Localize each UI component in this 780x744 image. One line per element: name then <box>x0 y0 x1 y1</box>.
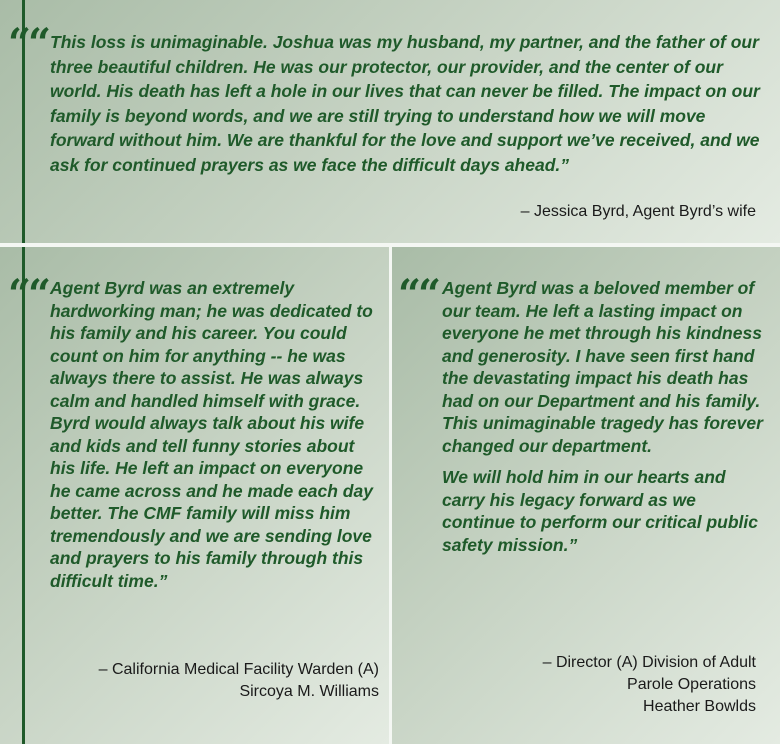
quote-mark-icon: ““ <box>8 20 49 67</box>
quote-mark-icon: ““ <box>8 271 49 318</box>
quote-attribution: – California Medical Facility Warden (A) Sircoya M. Williams <box>98 661 379 700</box>
quote-card-director <box>392 247 780 744</box>
quote-attribution: – Director (A) Division of Adult Parole Operations Heather Bowlds <box>542 654 756 715</box>
quote-attribution: – Jessica Byrd, Agent Byrd’s wife <box>520 203 756 220</box>
quote-text: This loss is unimaginable. Joshua was my husband, my partner, and the father of our three beautiful children. He was our protector, our provider, and the center of our world. His death has left a hole in our lives that can never be filled. The impact on our family is beyond words, and we are still trying to understand how we will move forward without him. We are thankful for the love and support we’ve received, and we ask for continued prayers as we face the difficult days ahead.” <box>50 32 760 175</box>
quote-paragraph-1: Agent Byrd was a beloved member of our team. He left a lasting impact on everyone he met through his kindness and generosity. I have seen first hand the devastating impact his death has had on our Department and his family. This unimaginable tragedy has forever changed our department. <box>442 278 763 456</box>
quote-mark-icon: ““ <box>398 271 439 318</box>
quote-text <box>442 277 767 556</box>
quote-card-warden <box>0 247 389 744</box>
quote-paragraph-2: We will hold him in our hearts and carry his legacy forward as we continue to perform our critical public safety mission.” <box>442 467 758 555</box>
quote-card-wife <box>0 0 780 243</box>
quote-text: Agent Byrd was an extremely hardworking man; he was dedicated to his family and his career. You could count on him for anything -- he was always there to assist. He was always calm and handled himself with grace. Byrd would always talk about his wife and kids and tell funny stories about his life. He left an impact on everyone he came across and he made each day better. The CMF family will miss him tremendously and we are sending love and prayers to his family through this difficult time.” <box>50 278 373 591</box>
